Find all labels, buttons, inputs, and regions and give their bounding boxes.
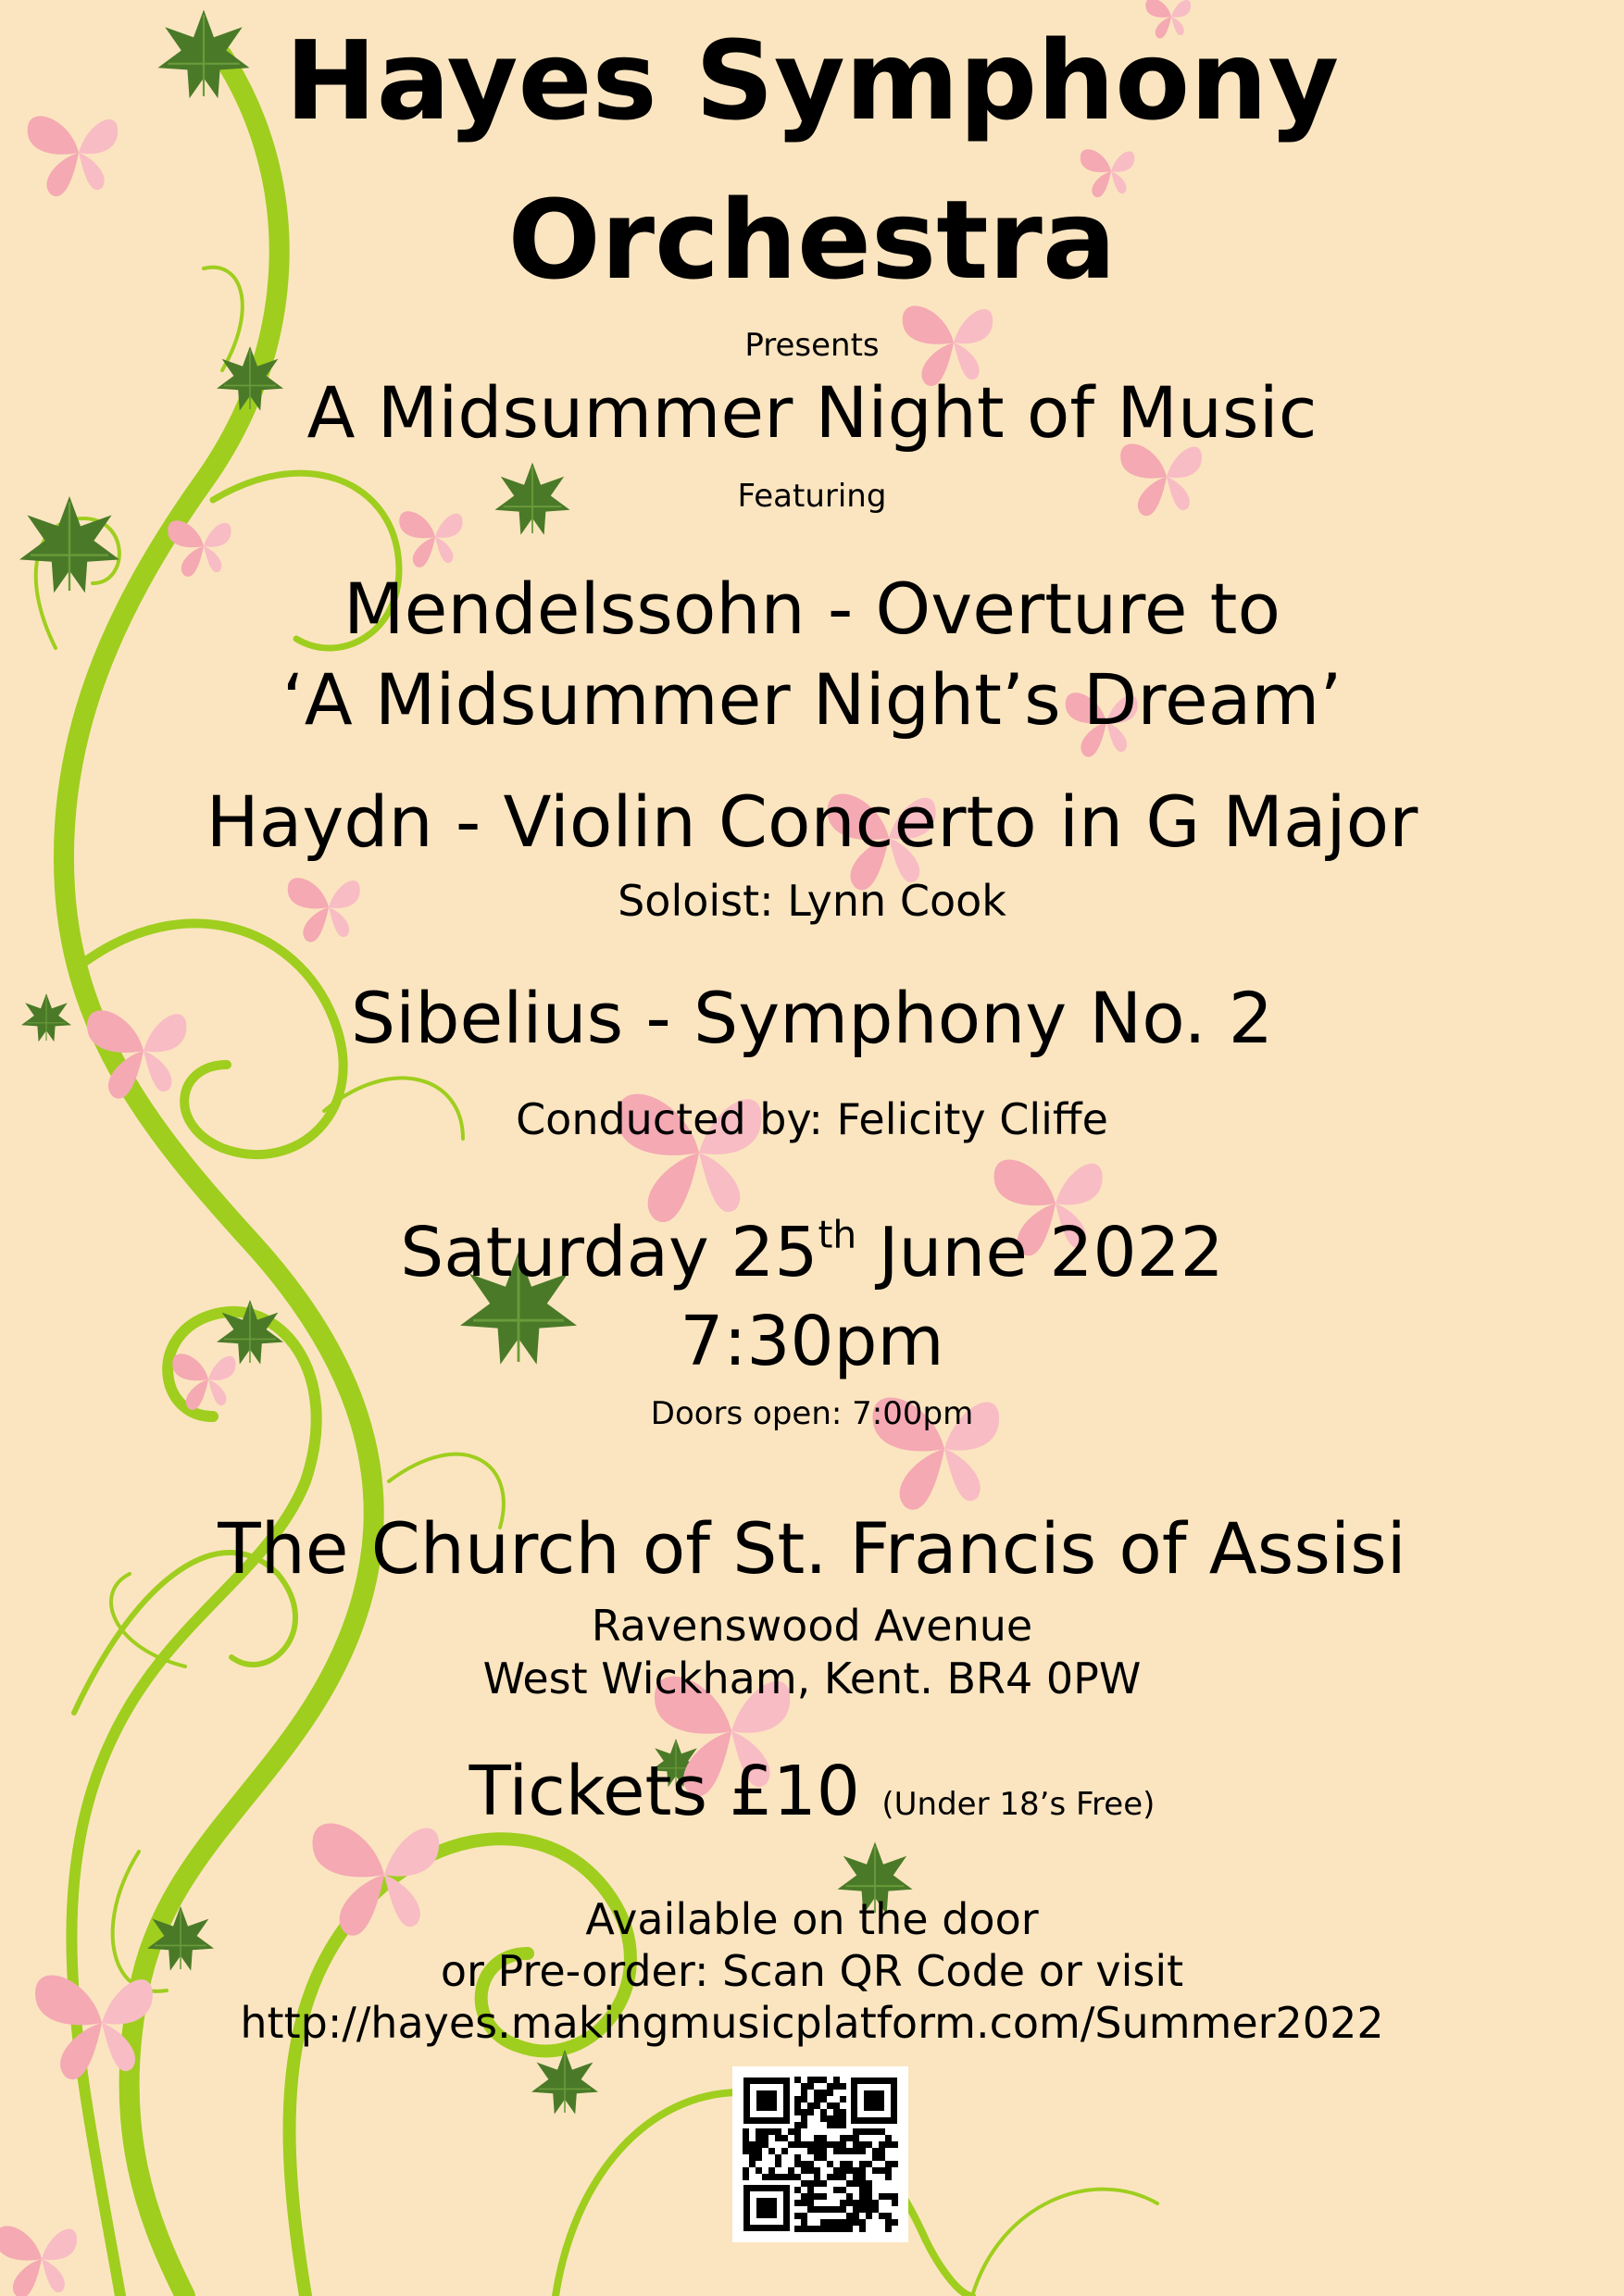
tickets-note: (Under 18’s Free)	[881, 1786, 1156, 1823]
concert-title: A Midsummer Night of Music	[306, 371, 1318, 454]
orchestra-name-line1: Hayes Symphony	[284, 17, 1340, 144]
event-date	[0, 1212, 1624, 1292]
presents-label: Presents	[744, 327, 880, 364]
program-piece1-line2: ‘A Midsummer Night’s Dream’	[281, 658, 1343, 741]
program-piece2: Haydn - Violin Concerto in G Major	[206, 780, 1418, 863]
event-day: Saturday 25	[400, 1213, 818, 1292]
soloist-label: Soloist: Lynn Cook	[618, 876, 1006, 926]
doors-open-label: Doors open: 7:00pm	[650, 1395, 974, 1432]
orchestra-name-line2: Orchestra	[507, 176, 1117, 304]
venue-town: West Wickham, Kent. BR4 0PW	[482, 1653, 1142, 1703]
tickets-url[interactable]: http://hayes.makingmusicplatform.com/Summer2022	[240, 1998, 1384, 2048]
event-time: 7:30pm	[680, 1302, 944, 1381]
venue-street: Ravenswood Avenue	[591, 1601, 1033, 1651]
availability-label: Available on the door	[585, 1894, 1039, 1944]
event-day-suffix: th	[818, 1212, 857, 1257]
qr-code-icon[interactable]	[732, 2066, 908, 2242]
program-piece1-line1: Mendelssohn - Overture to	[344, 568, 1280, 650]
conductor-label: Conducted by: Felicity Cliffe	[516, 1094, 1108, 1144]
venue-name: The Church of St. Francis of Assisi	[218, 1507, 1406, 1590]
preorder-label: or Pre-order: Scan QR Code or visit	[440, 1946, 1184, 1996]
tickets-price: Tickets £10	[468, 1752, 860, 1831]
program-piece3: Sibelius - Symphony No. 2	[350, 977, 1274, 1059]
featuring-label: Featuring	[737, 478, 887, 515]
event-month-year: June 2022	[856, 1213, 1224, 1292]
tickets-line	[0, 1752, 1624, 1831]
